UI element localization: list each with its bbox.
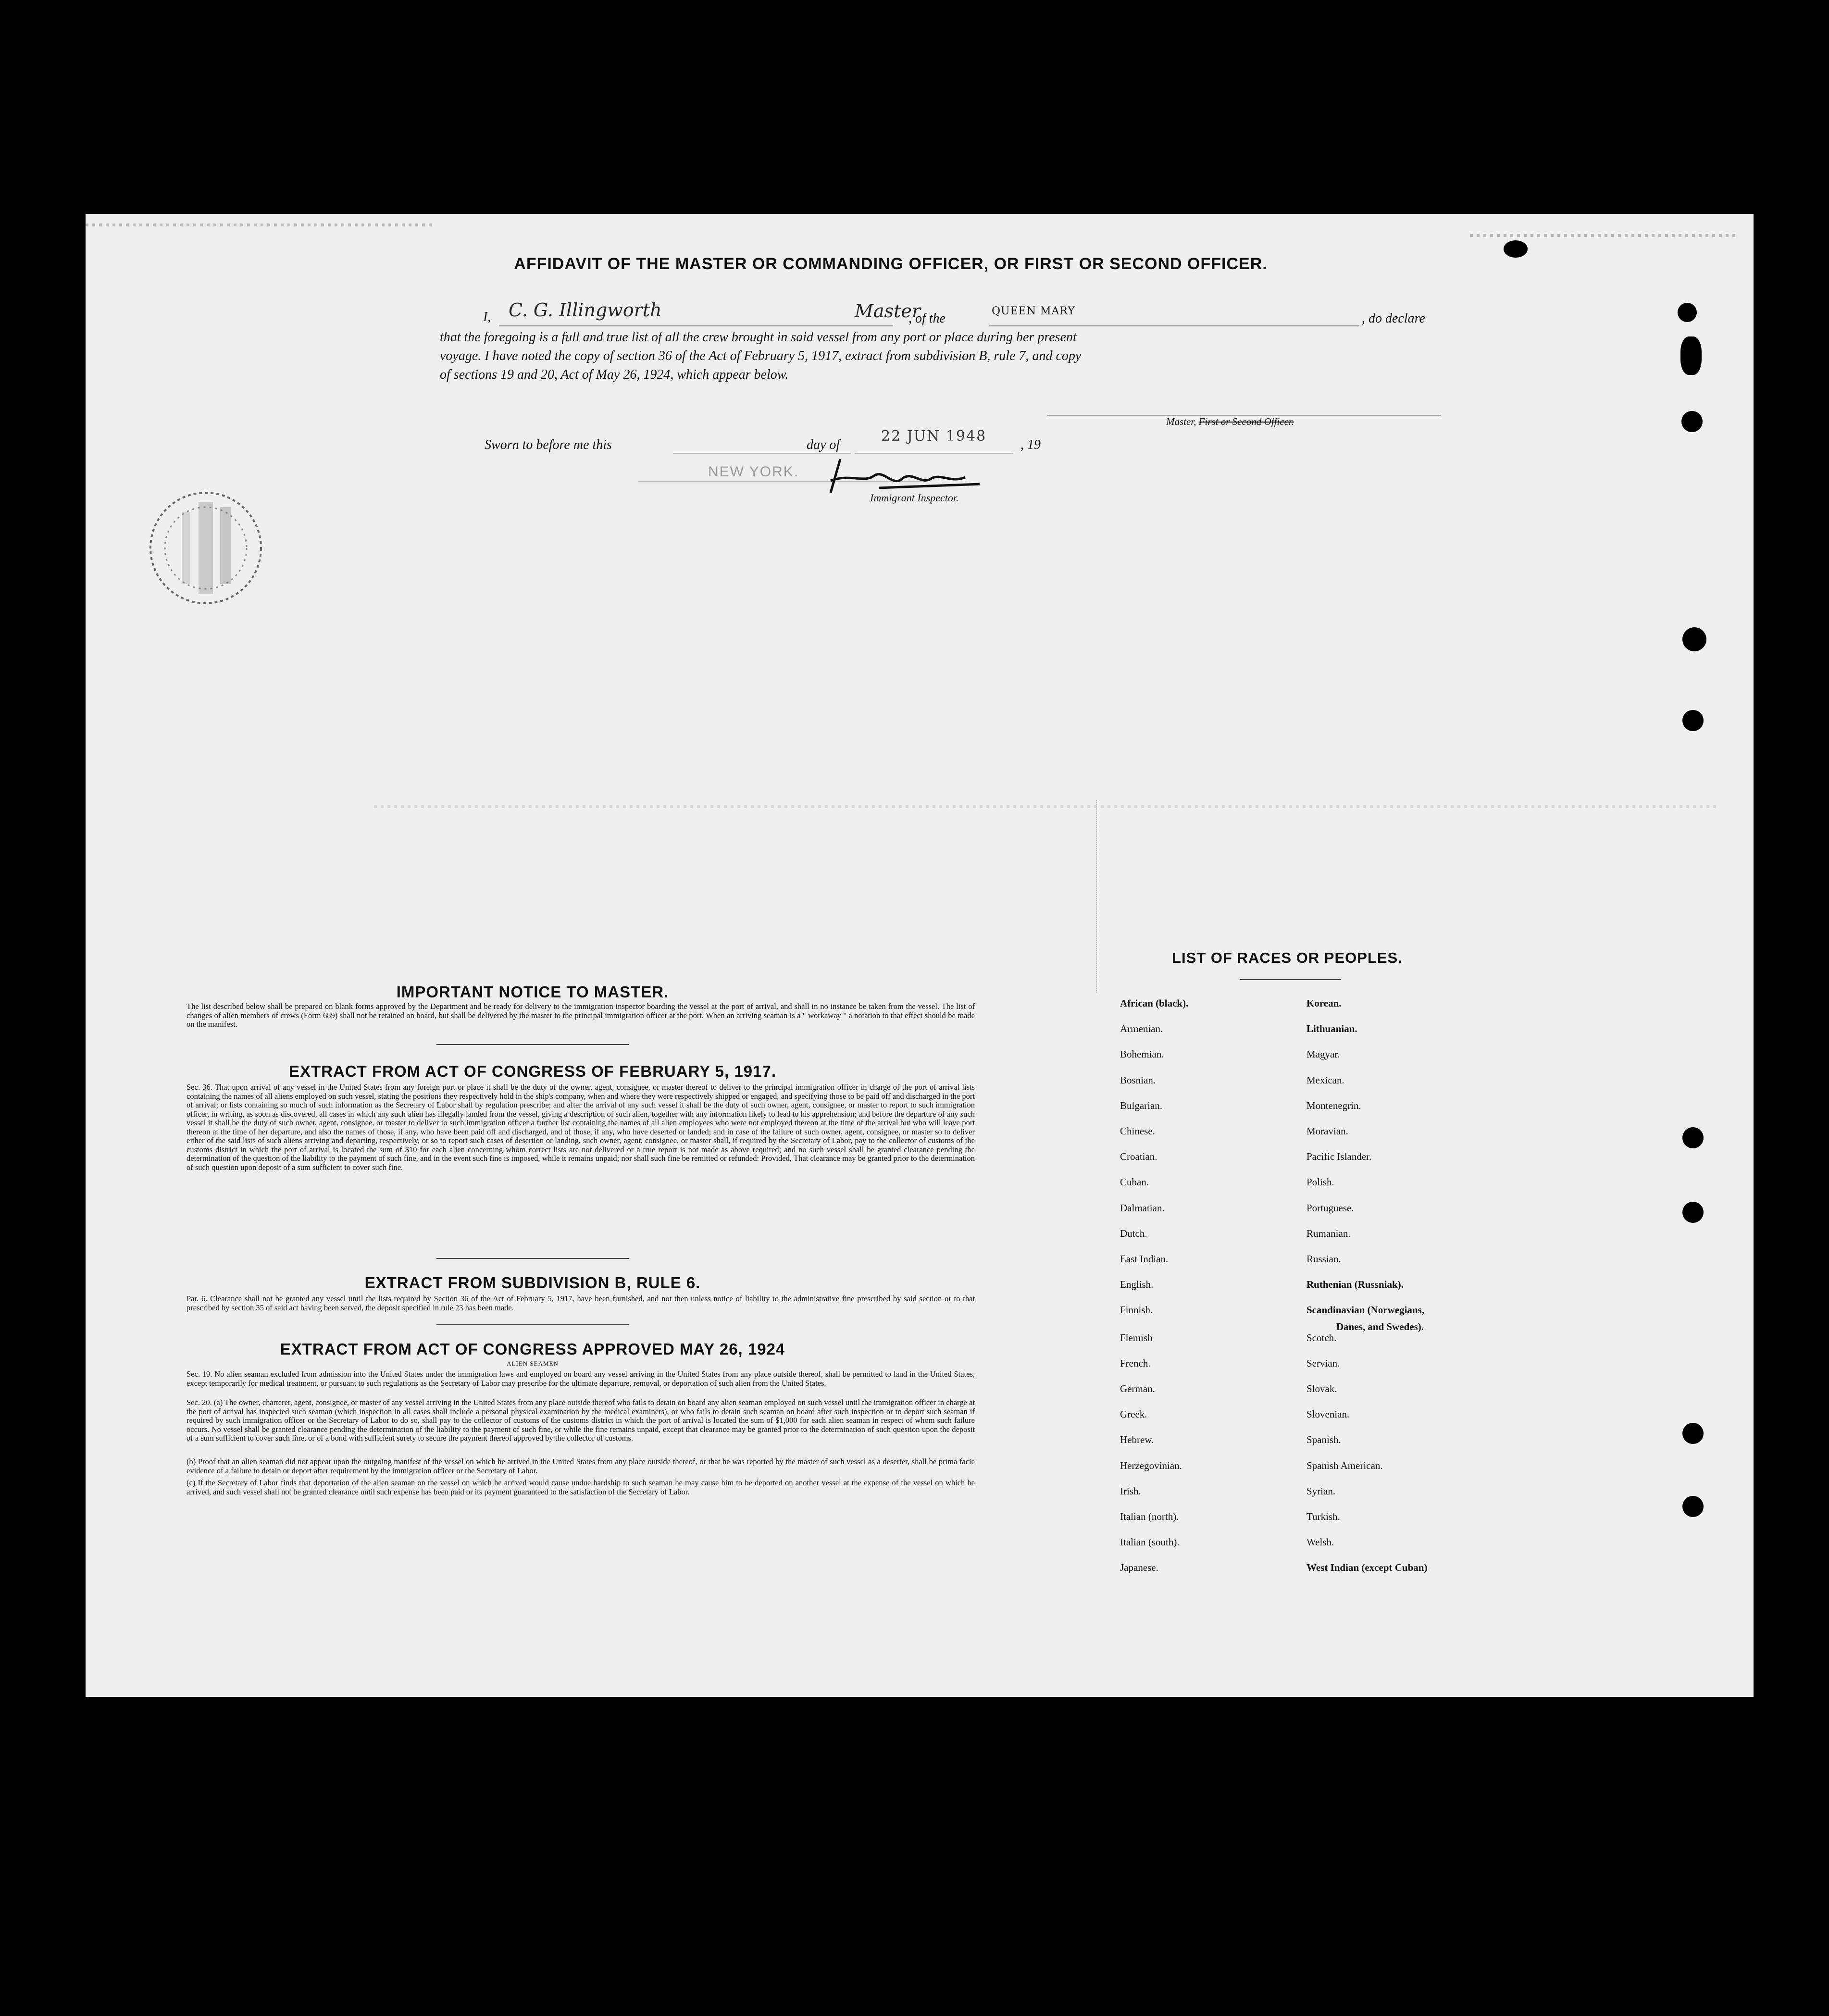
race-item: Turkish. [1306,1511,1340,1522]
race-item: Japanese. [1120,1562,1158,1574]
of-the-label: , of the [908,311,946,326]
race-scandinavian-continued: Danes, and Swedes). [1336,1321,1424,1332]
affidavit-heading: AFFIDAVIT OF THE MASTER OR COMMANDING OFFICER, OR FIRST OR SECOND OFFICER. [514,255,1268,273]
declaration-line-3: of sections 19 and 20, Act of May 26, 1924, which appear below. [440,367,789,382]
race-item: Magyar. [1306,1048,1340,1060]
vessel-name: QUEEN MARY [992,305,1075,317]
race-item: Spanish. [1306,1434,1341,1446]
race-item: Montenegrin. [1306,1099,1361,1111]
day-of-label: day of [807,437,840,452]
rank-handwritten: Master [855,300,921,322]
punch-hole [1680,336,1702,375]
master-label: Master, [1166,416,1196,427]
extract-rule6-text: Par. 6. Clearance shall not be granted any vessel until the lists required by Section 36 of the Act of February 5, 1917, have been furnished, and not then unless notice of liability to the administrative fine prescribed by said section or to that prescribed by section 35 of said act having been served, the deposit specified in rule 23 has been made. [187,1294,975,1312]
immigration-seal-stamp [143,483,268,613]
sworn-date-line [855,453,1013,454]
sec20c-text: (c) If the Secretary of Labor finds that deportation of the alien seaman on the vessel on which he arrived would cause undue hardship to such seaman he may cause him to be deported on another vessel at the expense of the vessel on which he arrived, and such vessel shall not be granted clearance until such expense has been paid or its payment guaranteed to the satisfaction of the Secretary of Labor. [187,1478,975,1496]
race-item: Welsh. [1306,1536,1334,1548]
divider [1240,979,1341,980]
race-item: Croatian. [1120,1151,1157,1163]
i-label: I, [483,310,491,324]
race-item: Armenian. [1120,1023,1163,1035]
sworn-label: Sworn to before me this [485,437,612,452]
race-item: Chinese. [1120,1125,1155,1137]
name-line [499,325,893,326]
divider [436,1258,629,1259]
punch-hole [1682,627,1706,651]
race-item: Dutch. [1120,1227,1147,1239]
notice-text: The list described below shall be prepared on blank forms approved by the Department and be ready for delivery to the immigration inspector boarding the vessel at the port of arrival, and shall in no instance be taken from the vessel. The list of changes of alien members of crews (Form 689) shall not be retained on board, but shall be delivered by the master to the principal immigration officer at the port. When an arriving seaman is a " workaway " a notation to that effect should be made on the manifest. [187,1002,975,1029]
race-item: Spanish American. [1306,1459,1383,1471]
master-name-handwritten: C. G. Illingworth [509,299,662,321]
race-item: Irish. [1120,1485,1141,1497]
race-item: Syrian. [1306,1485,1336,1497]
place-stamp: NEW YORK. [708,464,799,480]
race-item: Italian (south). [1120,1536,1180,1548]
punch-hole [1682,1127,1704,1148]
race-item: Scandinavian (Norwegians, [1306,1304,1425,1316]
race-item: Polish. [1306,1176,1334,1188]
inspector-signature [821,454,1004,498]
race-item: African (black). [1120,997,1189,1009]
race-item: Scotch. [1306,1332,1337,1344]
races-heading: LIST OF RACES OR PEOPLES. [1172,949,1403,966]
inspector-label: Immigrant Inspector. [870,492,959,504]
race-item: Greek. [1120,1408,1147,1420]
vessel-line [989,325,1359,326]
extract-1917-text: Sec. 36. That upon arrival of any vessel in the United States from any foreign port or place it shall be the duty of the owner, agent, consignee, or master thereof to deliver to the principal immigration officer in charge of the port of arrival lists containing the names of all aliens employed on such vessel, stating the positions they respectively hold in the ship's company, when and where they were respectively shipped or engaged, and specifying those to be paid off and discharged in the port of arrival; or lists containing so much of such information as the Secretary of Labor shall by regulation prescribe; and after the arrival of any such vessel it shall be the duty of such owner, agent, consignee, or master to report to such immigration officer, in writing, as soon as discovered, all cases in which any such alien has illegally landed from the vessel, giving a description of such alien, together with any information likely to lead to his apprehension; and before the departure of any such vessel it shall be the duty of such owner, agent, consignee, or master to deliver to such immigration officer a further list containing the names of all alien employees who were not employed thereon at the time of the arrival but who will leave port thereon at the time of her departure, and also the names of those, if any, who have been paid off and discharged, and of those, if any, who have deserted or landed; and in case of the failure of such owner, agent, consignee, or master so to deliver either of the said lists of such aliens arriving and departing, respectively, or so to report such cases of desertion or landing, such owner, agent, consignee, or master shall, if required by the Secretary of Labor, pay to the collector of customs of the customs district in which the port of arrival is located the sum of $10 for each alien concerning whom correct lists are not delivered or a true report is not made as above required; and no such vessel shall be granted clearance pending the determination of the question of the liability to the payment of such fine, and in the event such fine is imposed, while it remains unpaid; nor shall such fine be remitted or refunded: Provided, That clearance may be granted prior to the determination of such question upon deposit of a sum sufficient to cover such fine. [187,1083,975,1172]
extract-1924-heading: EXTRACT FROM ACT OF CONGRESS APPROVED MAY 26, 1924 [280,1340,785,1358]
race-item: Russian. [1306,1253,1341,1265]
race-item: Hebrew. [1120,1434,1154,1446]
year-prefix: , 19 [1020,437,1041,452]
race-item: Bulgarian. [1120,1099,1163,1111]
scan-noise [374,805,1720,808]
race-item: Flemish [1120,1332,1153,1344]
race-item: English. [1120,1279,1154,1291]
document-sheet [86,214,1754,1697]
sec19-text: Sec. 19. No alien seaman excluded from admission into the United States under the immigration laws and employed on board any vessel arriving in the United States from any place outside thereof, shall be permitted to land in the United States, except temporarily for medical treatment, or pursuant to such regulations as the Secretary of Labor may prescribe for the ultimate departure, removal, or deportation of such alien from the United States. [187,1369,975,1388]
race-item: Italian (north). [1120,1511,1179,1522]
extract-1917-heading: EXTRACT FROM ACT OF CONGRESS OF FEBRUARY 5, 1917. [288,1062,777,1080]
race-item: Slovenian. [1306,1408,1350,1420]
race-item: Cuban. [1120,1176,1149,1188]
race-item: Slovak. [1306,1383,1337,1394]
sec20b-text: (b) Proof that an alien seaman did not appear upon the outgoing manifest of the vessel on which he arrived in the United States from any place outside thereof, or that he was reported by the master of such vessel as a deserter, shall be prima facie evidence of a failure to detain or deport after requirement by the immigration officer or the Secretary of Labor. [187,1457,975,1475]
punch-hole [1504,240,1528,258]
extract-1924-subheading: ALIEN SEAMEN [507,1360,559,1367]
master-sig-label [1166,416,1294,428]
race-item: German. [1120,1383,1155,1394]
race-item: Dalmatian. [1120,1202,1165,1214]
race-item: Herzegovinian. [1120,1459,1182,1471]
declaration-line-2: voyage. I have noted the copy of section 36 of the Act of February 5, 1917, extract from subdivision B, rule 7, and copy [440,348,1082,363]
punch-hole [1681,411,1703,432]
do-declare-label: , do declare [1362,311,1425,326]
punch-hole [1682,1496,1704,1517]
declaration-line-1: that the foregoing is a full and true list of all the crew brought in said vessel from any port or place during her present [440,330,1077,345]
race-item: Pacific Islander. [1306,1151,1372,1163]
scan-noise [1470,234,1739,237]
race-item: Mexican. [1306,1074,1344,1086]
race-item: Bosnian. [1120,1074,1156,1086]
divider [436,1044,629,1045]
divider [436,1324,629,1325]
race-item: Portuguese. [1306,1202,1354,1214]
punch-hole [1682,1423,1704,1444]
scan-noise [86,224,432,226]
punch-hole [1682,710,1704,731]
date-stamp: 22 JUN 1948 [881,428,987,445]
race-item: Finnish. [1120,1304,1153,1316]
race-item: Bohemian. [1120,1048,1164,1060]
race-item: Rumanian. [1306,1227,1351,1239]
ghost-column-line [1096,800,1098,993]
punch-hole [1678,303,1697,322]
race-item: Lithuanian. [1306,1023,1357,1035]
race-item: Moravian. [1306,1125,1348,1137]
race-item: East Indian. [1120,1253,1169,1265]
sec20a-text: Sec. 20. (a) The owner, charterer, agent, consignee, or master of any vessel arriving in the United States from any place outside thereof who fails to detain on board any alien seaman employed on such vessel until the immigration officer in charge at the port of arrival has inspected such seaman (which inspection in all cases shall include a personal physical examination by the medical examiners), or who fails to detain such seaman on board after such inspection or to deport such seaman if required by such immigration officer or the Secretary of Labor to do so, shall pay to the collector of customs of the customs district in which the port of arrival is located the sum of $1,000 for each alien seaman in respect of whom such failure occurs. No vessel shall be granted clearance pending the determination of the liability to the payment of such fine, or while the fine remains unpaid, except that clearance may be granted prior to the determination of such question upon the deposit of a sum sufficient to cover such fine, or of a bond with sufficient surety to secure the payment thereof approved by the collector of customs. [187,1398,975,1443]
struck-officer-label: First or Second Officer. [1198,416,1294,427]
race-item: West Indian (except Cuban) [1306,1562,1428,1574]
extract-rule6-heading: EXTRACT FROM SUBDIVISION B, RULE 6. [364,1274,701,1292]
race-item: Servian. [1306,1357,1340,1369]
race-item: Korean. [1306,997,1342,1009]
punch-hole [1682,1202,1704,1223]
sworn-day-line [673,453,851,454]
race-item: Ruthenian (Russniak). [1306,1279,1404,1291]
notice-heading: IMPORTANT NOTICE TO MASTER. [396,983,669,1001]
race-item: French. [1120,1357,1151,1369]
